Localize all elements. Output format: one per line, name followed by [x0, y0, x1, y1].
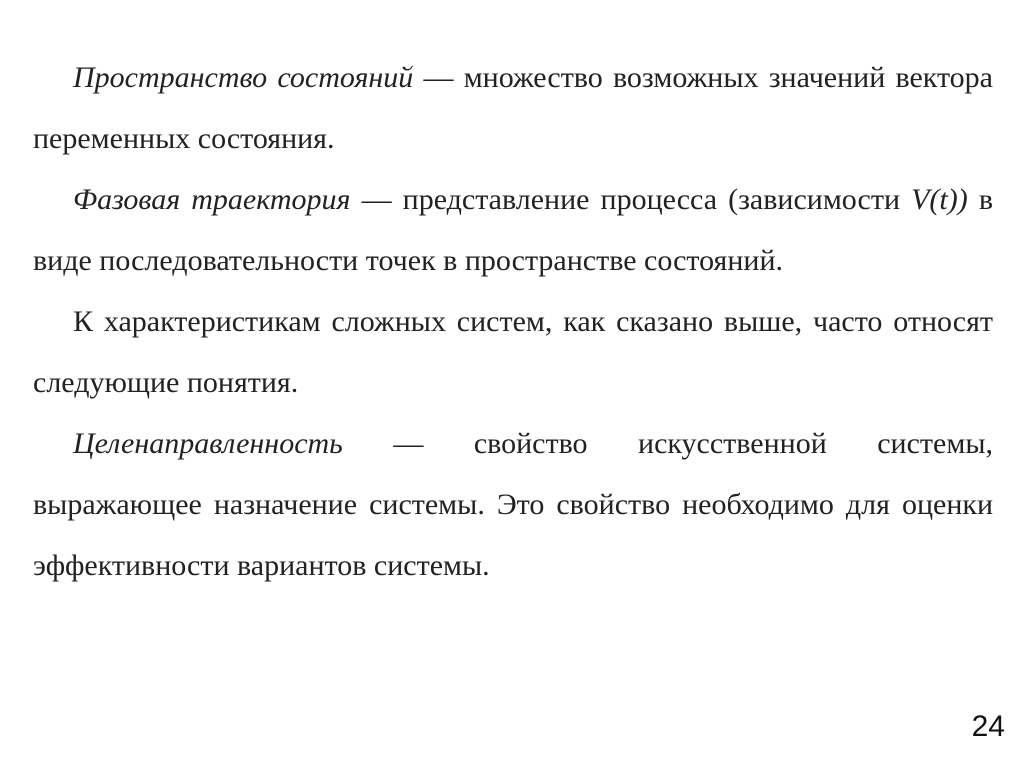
- page-number: 24: [971, 710, 1005, 743]
- term-purposefulness: Целенаправленность: [73, 427, 343, 460]
- term-state-space: Пространство состояний: [73, 61, 414, 94]
- term-phase-trajectory: Фазовая траектория: [73, 183, 351, 216]
- definition-phase-trajectory-end: в виде последовательности точек в пространстве состояний.: [33, 183, 993, 277]
- definition-purposefulness: — свойство искусственной системы, выражающее назначение системы. Это свойство необходимо для оценки эффективности вариантов системы.: [33, 427, 993, 582]
- paragraph-state-space: [33, 47, 993, 169]
- paragraph-purposefulness: [33, 413, 993, 596]
- definition-phase-trajectory-start: — представление процесса (зависимости: [350, 183, 912, 216]
- definition-state-space: — множество возможных значений вектора переменных состояния.: [33, 61, 993, 155]
- characteristics-text: К характеристикам сложных систем, как сказано выше, часто относят следующие понятия.: [33, 305, 993, 399]
- slide-body: [33, 47, 993, 596]
- paragraph-phase-trajectory: [33, 169, 993, 291]
- expression-v-of-t: V(t)): [911, 183, 968, 216]
- paragraph-characteristics: [33, 291, 993, 413]
